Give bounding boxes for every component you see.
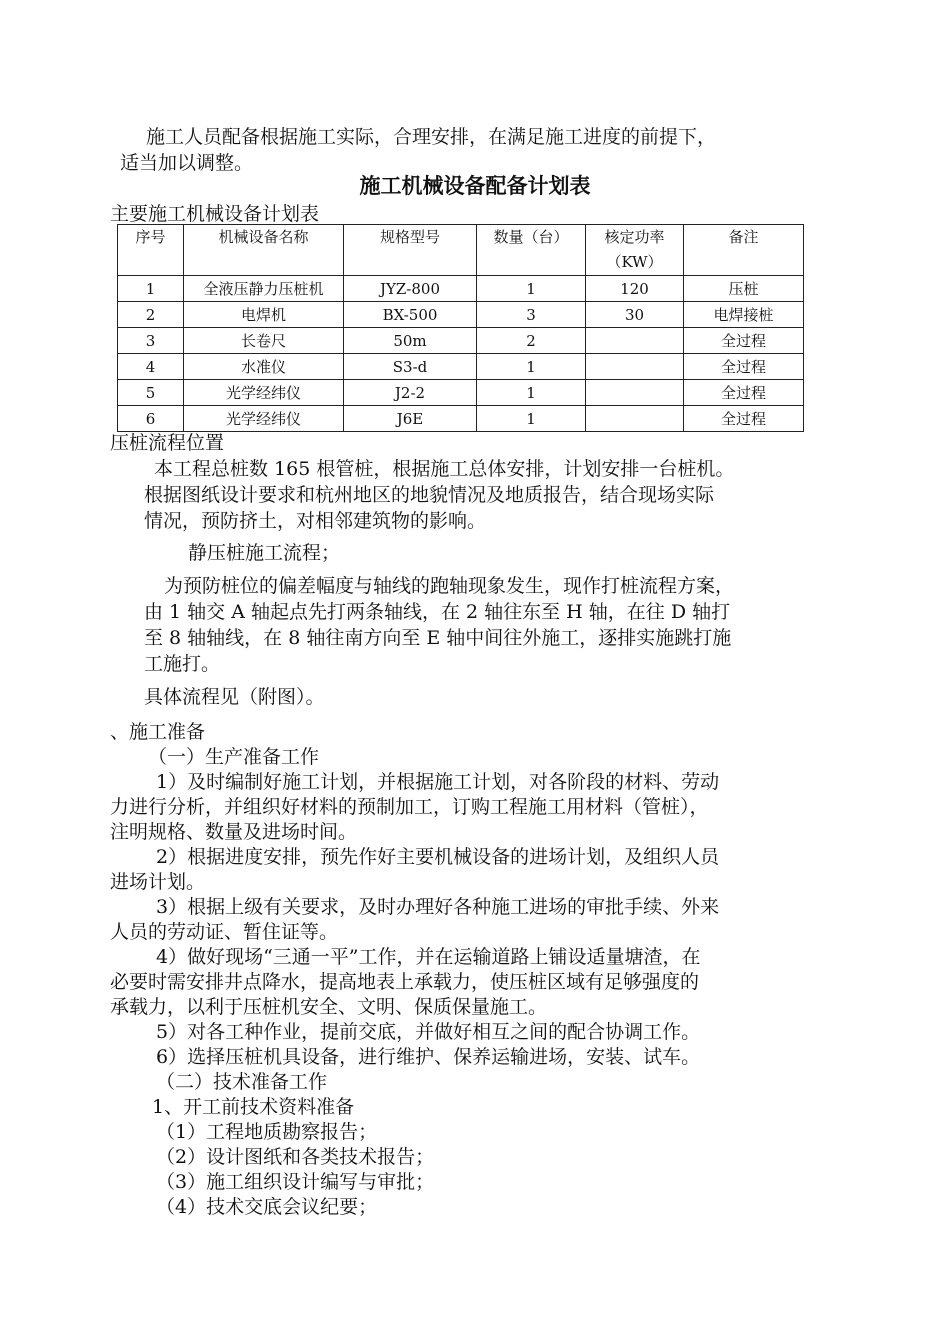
table-cell: 电焊机	[184, 302, 344, 328]
table-cell: 全过程	[684, 354, 804, 380]
table-cell: BX-500	[344, 302, 477, 328]
table-header-row	[118, 225, 804, 276]
table-cell: 6	[118, 406, 184, 432]
table-row	[118, 406, 804, 432]
prep-item-line: 人员的劳动证、暂住证等。	[110, 921, 339, 943]
table-cell: 长卷尺	[184, 328, 344, 354]
prep-subheading-production: （一）生产准备工作	[148, 746, 320, 768]
table-cell: 50m	[344, 328, 477, 354]
table-row	[118, 328, 804, 354]
intro-line-1: 施工人员配备根据施工实际，合理安排，在满足施工进度的前提下，	[146, 126, 717, 148]
table-cell: 30	[586, 302, 684, 328]
prep-item-line: 2）根据进度安排，预先作好主要机械设备的进场计划，及组织人员	[156, 846, 720, 868]
header-power: 核定功率	[604, 228, 665, 246]
header-cell: 数量（台）	[477, 225, 586, 276]
table-cell: 1	[477, 406, 586, 432]
table-cell: JYZ-800	[344, 276, 477, 302]
table-cell: 全过程	[684, 406, 804, 432]
table-cell	[586, 328, 684, 354]
table-cell: 2	[477, 328, 586, 354]
pile-flow-reference: 具体流程见（附图）。	[144, 686, 325, 708]
table-cell: 2	[118, 302, 184, 328]
table-cell: S3-d	[344, 354, 477, 380]
prep-section-heading: 、施工准备	[110, 721, 206, 743]
table-row	[118, 302, 804, 328]
prep-item-line: 必要时需安排井点降水，提高地表上承载力，使压桩区域有足够强度的	[110, 971, 700, 993]
table-cell: 光学经纬仪	[184, 380, 344, 406]
header-power-unit: （KW）	[606, 253, 663, 271]
table-cell: 1	[477, 276, 586, 302]
pile-flow-line: 为预防桩位的偏差幅度与轴线的跑轴现象发生，现作打桩流程方案，	[164, 575, 735, 597]
table-cell: 1	[477, 354, 586, 380]
document-title: 施工机械设备配备计划表	[359, 173, 591, 198]
prep-item-line: 进场计划。	[110, 871, 206, 893]
pile-section-heading: 压桩流程位置	[110, 432, 225, 454]
table-row	[118, 354, 804, 380]
table-cell: 1	[477, 380, 586, 406]
table-cell: 水准仪	[184, 354, 344, 380]
table-cell: 1	[118, 276, 184, 302]
prep-doc-item: （1）工程地质勘察报告；	[156, 1121, 378, 1143]
table-cell: J6E	[344, 406, 477, 432]
header-cell: 机械设备名称	[184, 225, 344, 276]
pile-flow-line: 工施打。	[144, 653, 221, 675]
table-cell: 3	[477, 302, 586, 328]
table-row	[118, 276, 804, 302]
pile-paragraph-line: 情况，预防挤土，对相邻建筑物的影响。	[144, 510, 487, 532]
table-cell: 120	[586, 276, 684, 302]
pile-paragraph-line: 根据图纸设计要求和杭州地区的地貌情况及地质报告，结合现场实际	[144, 484, 715, 506]
table-cell	[586, 354, 684, 380]
table-cell: 光学经纬仪	[184, 406, 344, 432]
pile-process-subheading: 静压桩施工流程；	[188, 542, 341, 564]
table-cell: 压桩	[684, 276, 804, 302]
prep-item-line: 5）对各工种作业，提前交底，并做好相互之间的配合协调工作。	[156, 1021, 701, 1043]
prep-subheading-documents: 1、开工前技术资料准备	[152, 1096, 355, 1118]
prep-item-line: 注明规格、数量及进场时间。	[110, 821, 358, 843]
table-cell: 全液压静力压桩机	[184, 276, 344, 302]
table-cell	[586, 380, 684, 406]
pile-flow-line: 由 1 轴交 A 轴起点先打两条轴线，在 2 轴往东至 H 轴，在往 D 轴打	[144, 601, 731, 623]
table-cell: 全过程	[684, 328, 804, 354]
table-cell: 全过程	[684, 380, 804, 406]
pile-flow-line: 至 8 轴轴线，在 8 轴往南方向至 E 轴中间往外施工，逐排实施跳打施	[144, 627, 732, 649]
prep-doc-item: （2）设计图纸和各类技术报告；	[156, 1146, 435, 1168]
prep-doc-item: （4）技术交底会议纪要；	[156, 1196, 378, 1218]
header-cell: 序号	[118, 225, 184, 276]
prep-doc-item: （3）施工组织设计编写与审批；	[156, 1171, 435, 1193]
header-cell: 规格型号	[344, 225, 477, 276]
prep-item-line: 1）及时编制好施工计划，并根据施工计划，对各阶段的材料、劳动	[156, 771, 720, 793]
prep-item-line: 6）选择压桩机具设备，进行维护、保养运输进场，安装、试车。	[156, 1046, 701, 1068]
prep-item-line: 力进行分析，并组织好材料的预制加工，订购工程施工用材料（管桩），	[110, 796, 709, 818]
table-caption: 主要施工机械设备计划表	[110, 203, 320, 225]
prep-subheading-technical: （二）技术准备工作	[156, 1071, 328, 1093]
prep-item-line: 4）做好现场“三通一平”工作，并在运输道路上铺设适量塘渣，在	[156, 946, 701, 968]
table-cell: 4	[118, 354, 184, 380]
table-cell: 5	[118, 380, 184, 406]
table-cell	[586, 406, 684, 432]
table-cell: J2-2	[344, 380, 477, 406]
prep-item-line: 承载力，以利于压桩机安全、文明、保质保量施工。	[110, 996, 548, 1018]
prep-item-line: 3）根据上级有关要求，及时办理好各种施工进场的审批手续、外来	[156, 896, 720, 918]
intro-line-2: 适当加以调整。	[120, 152, 254, 174]
header-cell	[586, 225, 684, 276]
table-row	[118, 380, 804, 406]
equipment-table	[117, 224, 804, 432]
table-cell: 电焊接桩	[684, 302, 804, 328]
table-cell: 3	[118, 328, 184, 354]
header-cell: 备注	[684, 225, 804, 276]
pile-paragraph-line: 本工程总桩数 165 根管桩，根据施工总体安排，计划安排一台桩机。	[154, 458, 735, 480]
